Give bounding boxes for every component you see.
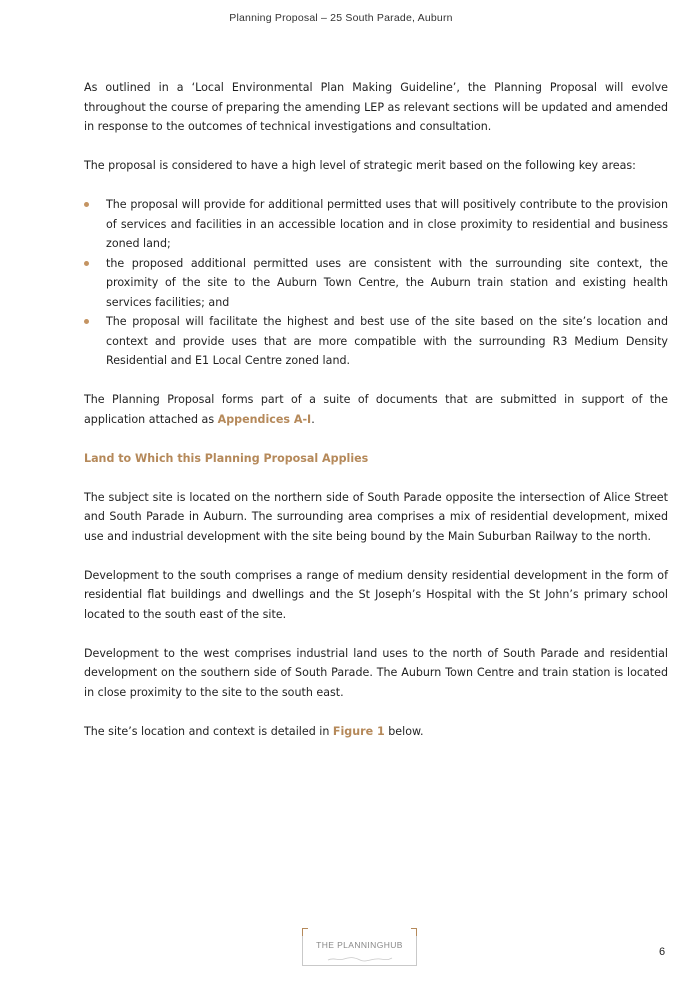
list-item-text: The proposal will facilitate the highest and best use of the site based on the site’s location and context and provide uses that are more compatible with the surrounding R3 Medium Density Residential and E1 Local Centre zoned land.: [106, 315, 668, 367]
list-item: [84, 195, 668, 254]
planninghub-logo: [302, 928, 417, 966]
intro-paragraph: As outlined in a ‘Local Environmental Plan Making Guideline’, the Planning Proposal will evolve throughout the course of preparing the amending LEP as relevant sections will be updated and amended in response to the outcomes of technical investigations and consultation.: [84, 81, 668, 133]
strategic-merit-paragraph: The proposal is considered to have a high level of strategic merit based on the following key areas:: [84, 159, 636, 172]
figure-reference-paragraph: [84, 722, 668, 742]
figure-link[interactable]: Figure 1: [332, 724, 385, 738]
bullet-icon: [84, 261, 89, 266]
west-development-paragraph: Development to the west comprises industrial land uses to the north of South Parade and residential development on the southern side of South Parade. The Auburn Town Centre and train station is located in close proximity to the site to the south east.: [84, 646, 668, 699]
appendices-paragraph-text: The Planning Proposal forms part of a suite of documents that are submitted in support of the application attached as: [84, 393, 668, 426]
list-item-text: the proposed additional permitted uses are consistent with the surrounding site context, the proximity of the site to the Auburn Town Centre, the Auburn train station and existing health services facilities; and: [106, 256, 668, 309]
list-item: [84, 254, 668, 313]
page-header: Planning Proposal – 25 South Parade, Auburn: [229, 12, 453, 24]
appendices-paragraph: [84, 390, 668, 429]
logo-text: THE PLANNINGHUB: [316, 940, 403, 950]
appendices-paragraph-end: .: [311, 412, 315, 426]
figure-reference-end: below.: [384, 724, 424, 738]
section-heading: Land to Which this Planning Proposal Applies: [84, 451, 369, 465]
page-content: [84, 78, 668, 761]
site-location-paragraph: The subject site is located on the northern side of South Parade opposite the intersection of Alice Street and South Parade in Auburn. The surrounding area comprises a mix of residential development, mixed use and industrial development with the site being bound by the Main Suburban Railway to the north.: [84, 490, 668, 543]
logo-frame-gap: [308, 927, 411, 930]
figure-reference-text: The site’s location and context is detailed in: [84, 724, 333, 738]
bullet-icon: [84, 319, 89, 324]
bullet-icon: [84, 202, 89, 207]
list-item: [84, 312, 668, 371]
page-number: 6: [659, 946, 666, 958]
logo-signature: [324, 956, 394, 962]
appendices-link[interactable]: Appendices A-I: [217, 412, 312, 426]
key-areas-list: [84, 195, 668, 371]
south-development-paragraph: Development to the south comprises a range of medium density residential development in the form of residential flat buildings and dwellings and the St Joseph’s Hospital with the St John’s primary school located to the south east of the site.: [84, 568, 668, 621]
list-item-text: The proposal will provide for additional permitted uses that will positively contribute to the provision of services and facilities in an accessible location and in close proximity to residential and business zoned land;: [106, 198, 668, 250]
